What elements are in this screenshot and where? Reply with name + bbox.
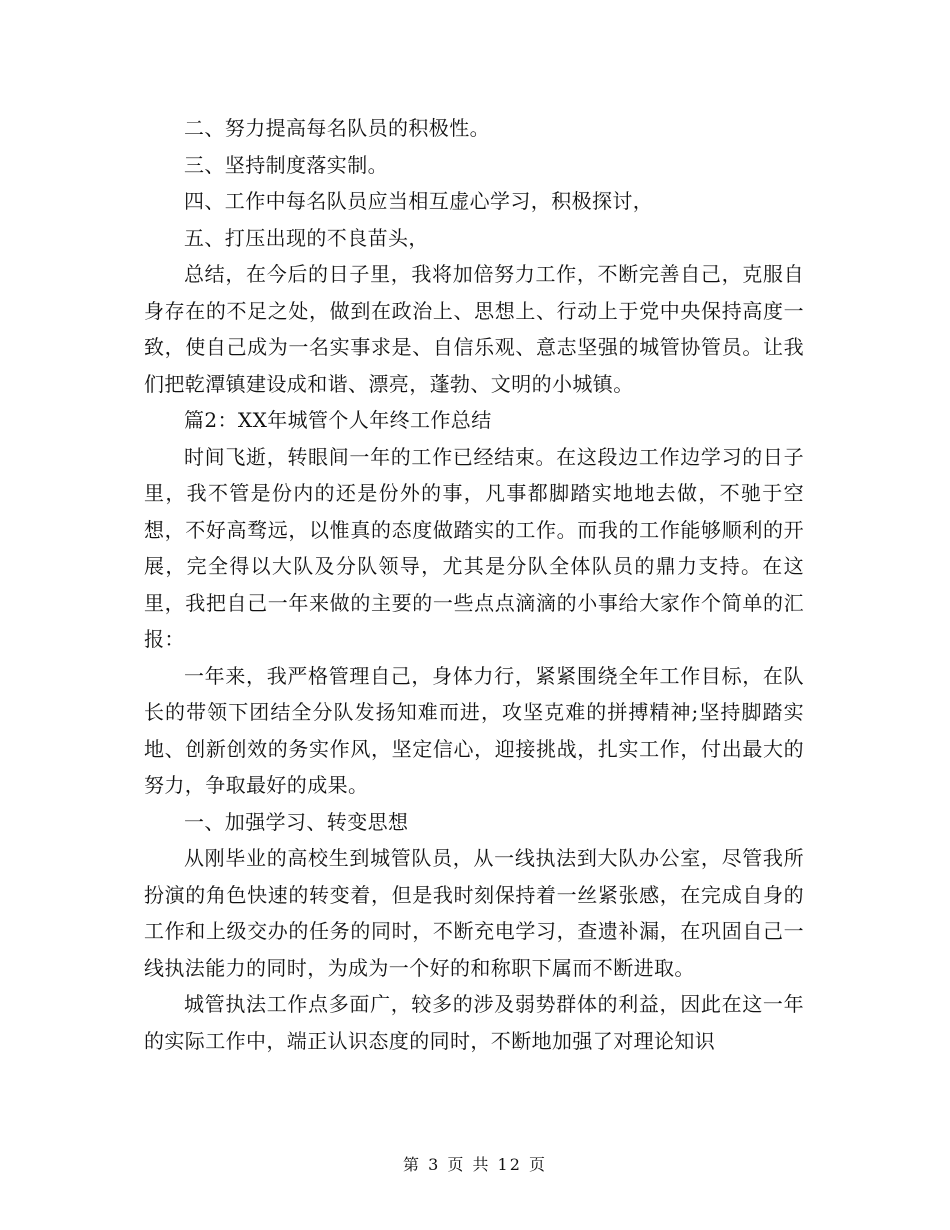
section-title-part2: 篇2：XX年城管个人年终工作总结 (184, 408, 492, 432)
paragraph-year-overview: 一年来，我严格管理自己，身体力行，紧紧围绕全年工作目标，在队长的带领下团结全分队发扬知难而进，攻坚克难的拼搏精神;坚持脚踏实地、创新创效的务实作风，坚定信心，迎接挑战，扎实工作，付出最大的努力，争取最好的成果。 (144, 663, 804, 797)
paragraph-enforcement: 城管执法工作点多面广，较多的涉及弱势群体的利益，因此在这一年的实际工作中，端正认识态度的同时，不断地加强了对理论知识 (144, 992, 804, 1053)
paragraph-summary: 总结，在今后的日子里，我将加倍努力工作，不断完善自己，克服自身存在的不足之处，做到在政治上、思想上、行动上于党中央保持高度一致，使自己成为一名实事求是、自信乐观、意志坚强的城管协管员。让我们把乾潭镇建设成和谐、漂亮，蓬勃、文明的小城镇。 (144, 262, 804, 396)
paragraph-study: 从刚毕业的高校生到城管队员，从一线执法到大队办公室，尽管我所扮演的角色快速的转变着，但是我时刻保持着一丝紧张感，在完成自身的工作和上级交办的任务的同时，不断充电学习，查遗补漏，在巩固自己一线执法能力的同时，为成为一个好的和称职下属而不断进取。 (144, 846, 804, 980)
paragraph-item-3: 三、坚持制度落实制。 (184, 152, 388, 177)
document-body (144, 110, 804, 1059)
paragraph-item-5: 五、打压出现的不良苗头， (184, 225, 429, 250)
paragraph-item-2: 二、努力提高每名队员的积极性。 (184, 116, 490, 140)
subheading-study: 一、加强学习、转变思想 (184, 809, 409, 834)
page-number-footer: 第 3 页 共 12 页 (403, 1155, 547, 1174)
paragraph-item-4: 四、工作中每名队员应当相互虚心学习，积极探讨， (184, 189, 654, 213)
paragraph-intro: 时间飞逝，转眼间一年的工作已经结束。在这段边工作边学习的日子里，我不管是份内的还是份外的事，凡事都脚踏实地地去做，不驰于空想，不好高骛远，以惟真的态度做踏实的工作。而我的工作能够顺利的开展，完全得以大队及分队领导，尤其是分队全体队员的鼎力支持。在这里，我把自己一年来做的主要的一些点点滴滴的小事给大家作个简单的汇报： (144, 444, 804, 651)
